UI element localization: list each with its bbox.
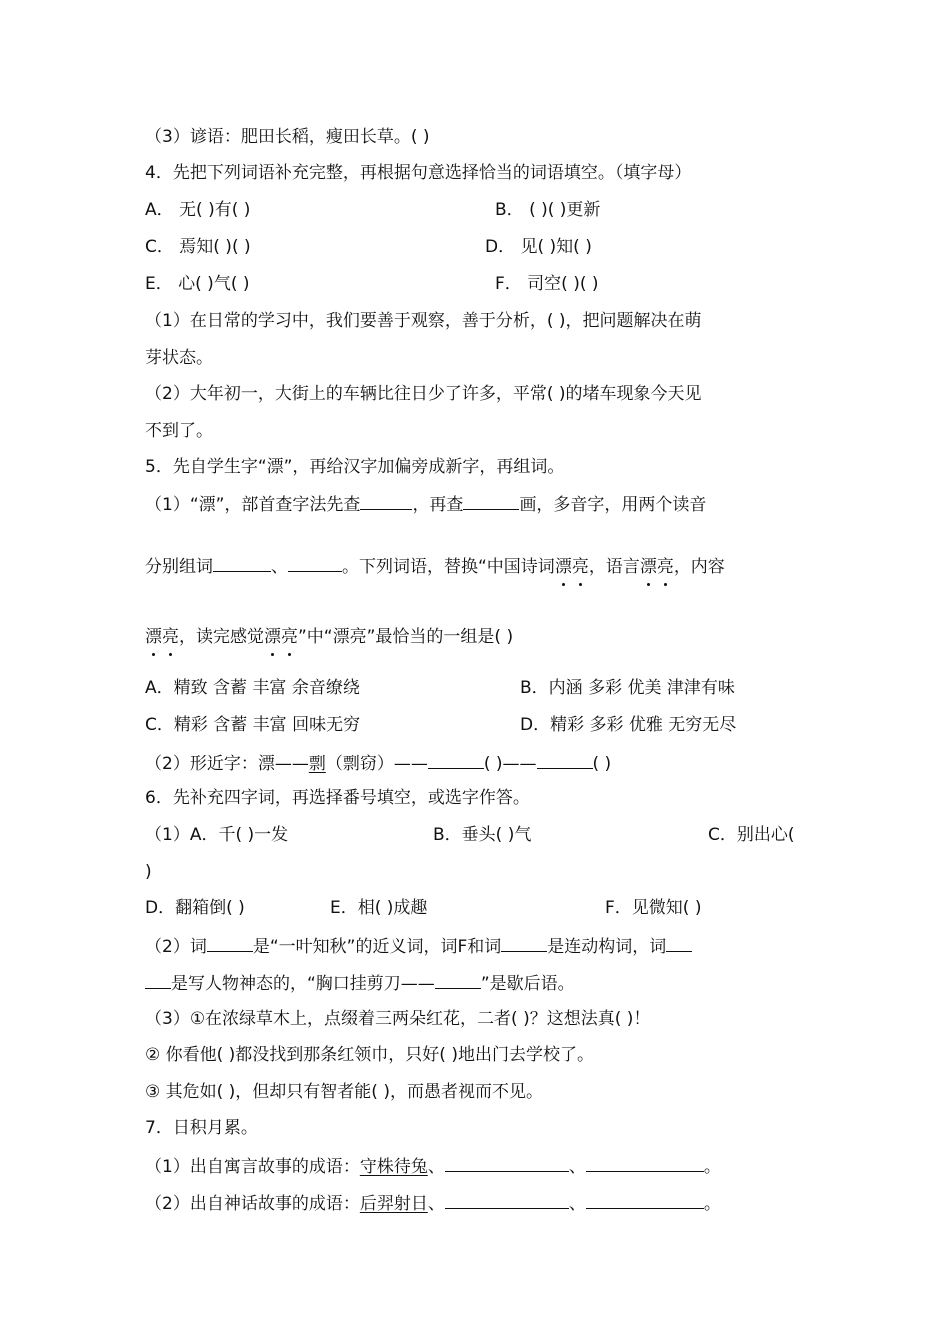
q4-option-a: A． 无( )有( ) (145, 200, 251, 220)
q6-title: 6．先补充四字词，再选择番号填空，或选字作答。 (145, 788, 530, 808)
q6-text: ”是歇后语。 (480, 974, 575, 994)
answer-blank[interactable] (501, 933, 547, 952)
q4-option-f: F． 司空( )( ) (495, 274, 599, 294)
q5-line-3 (145, 625, 513, 649)
q6-part1-d: D．翻箱倒( ) (145, 898, 245, 918)
q5-line-1 (145, 491, 706, 517)
q6-part3-line2: ② 你看他( )都没找到那条红领巾，只好( )地出门去学校了。 (145, 1045, 594, 1065)
q5-text: ( ) (592, 754, 612, 774)
answer-blank[interactable] (445, 1190, 569, 1209)
answer-blank[interactable] (428, 750, 484, 769)
q6-text: 是写人物神态的，“胸口挂剪刀—— (171, 974, 435, 994)
dotted-char: 漂 (145, 627, 162, 647)
q5-title: 5．先自学生字“漂”，再给汉字加偏旁成新字，再组词。 (145, 457, 565, 477)
q5-text: ，内容 (673, 557, 725, 577)
q5-text: 、 (271, 557, 288, 577)
q5-text: ，语言 (588, 557, 640, 577)
q5-option-d: D．精彩 多彩 优雅 无穷无尽 (520, 715, 737, 735)
q4-sentence-2: （2）大年初一，大街上的车辆比往日少了许多，平常( )的堵车现象今天见 (145, 384, 702, 404)
q5-similar-chars (145, 750, 611, 776)
q7-line-2 (145, 1190, 721, 1216)
q5-text: ( )—— (483, 754, 537, 774)
q6-part1-e: E．相( )成趣 (330, 898, 428, 918)
answer-blank[interactable] (537, 750, 593, 769)
q6-part1-c: C．别出心( (708, 825, 795, 845)
q6-part2-line2 (145, 970, 575, 996)
q5-text: 分别组词 (145, 557, 213, 577)
example-idiom: 后羿射日 (359, 1194, 428, 1214)
answer-blank[interactable] (360, 491, 412, 510)
q7-text: 。 (703, 1194, 721, 1214)
q6-part1-c-close: ) (145, 862, 152, 882)
q4-option-b: B． ( )( )更新 (495, 200, 601, 220)
answer-blank[interactable] (586, 1153, 704, 1172)
q6-text: （2）词 (145, 937, 207, 957)
answer-blank[interactable] (213, 553, 271, 572)
answer-blank[interactable] (586, 1190, 704, 1209)
q4-sentence-1-cont: 芽状态。 (145, 348, 213, 368)
dotted-char: 亮 (656, 557, 674, 577)
q4-option-e: E． 心( )气( ) (145, 274, 250, 294)
q5-text: （剽窃）—— (325, 754, 428, 774)
dotted-char: 漂 (554, 557, 572, 577)
q7-title: 7．日积月累。 (145, 1118, 258, 1138)
q5-text: 画，多音字，用两个读音 (519, 495, 707, 515)
q5-option-b: B．内涵 多彩 优美 津津有味 (520, 678, 735, 698)
q6-text: 是连动构词，词 (547, 937, 667, 957)
q6-part1-b: B．垂头( )气 (433, 825, 532, 845)
q7-text: （1）出自寓言故事的成语： (145, 1157, 360, 1177)
dotted-char: 漂 (639, 557, 657, 577)
dotted-char: 亮 (162, 627, 179, 647)
q6-part3-line3: ③ 其危如( )，但却只有智者能( )，而愚者视而不见。 (145, 1082, 543, 1102)
q7-text: 、 (568, 1157, 586, 1177)
answer-blank[interactable] (145, 970, 171, 989)
q5-text: 。下列词语，替换“中国诗词 (342, 557, 555, 577)
q4-sentence-2-cont: 不到了。 (145, 421, 213, 441)
example-idiom: 守株待兔 (359, 1157, 428, 1177)
q4-sentence-1: （1）在日常的学习中，我们要善于观察，善于分析，( )，把问题解决在萌 (145, 311, 702, 331)
q5-text: （1）“漂”，部首查字法先查 (145, 495, 361, 515)
dotted-char: 亮 (281, 627, 298, 647)
q7-text: 、 (427, 1194, 445, 1214)
answer-blank[interactable] (435, 970, 481, 989)
q4-title: 4．先把下列词语补充完整，再根据句意选择恰当的词语填空。（填字母） (145, 163, 692, 183)
answer-blank[interactable] (445, 1153, 569, 1172)
q4-option-d: D． 见( )知( ) (485, 237, 592, 257)
q6-text: 是“一叶知秋”的近义词，词F和词 (252, 937, 502, 957)
dotted-char: 漂 (264, 627, 281, 647)
q6-part3-line1: （3）①在浓绿草木上，点缀着三两朵红花，二者( )？这想法真( )！ (145, 1009, 651, 1029)
q7-text: 、 (427, 1157, 445, 1177)
underlined-char: 剽 (308, 754, 326, 774)
answer-blank[interactable] (666, 933, 692, 952)
q5-option-a: A．精致 含蓄 丰富 余音缭绕 (145, 678, 360, 698)
answer-blank[interactable] (288, 553, 342, 572)
q3-proverb: （3）谚语：肥田长稻，瘦田长草。( ) (145, 127, 430, 147)
q5-option-c: C．精彩 含蓄 丰富 回味无穷 (145, 715, 361, 735)
q5-text: （2）形近字：漂—— (145, 754, 309, 774)
answer-blank[interactable] (207, 933, 253, 952)
q5-text: ，再查 (412, 495, 464, 515)
q7-text: 、 (568, 1194, 586, 1214)
q5-text: ”中“漂亮”最恰当的一组是( ) (298, 627, 514, 647)
answer-blank[interactable] (463, 491, 519, 510)
q7-text: （2）出自神话故事的成语： (145, 1194, 360, 1214)
q7-line-1 (145, 1153, 721, 1179)
q6-part1-f: F．见微知( ) (605, 898, 702, 918)
q5-text: ，读完感觉 (179, 627, 264, 647)
q4-option-c: C． 焉知( )( ) (145, 237, 251, 257)
q5-line-2 (145, 553, 725, 579)
q6-part1-a: （1）A．千( )一发 (145, 825, 289, 845)
q6-part2-line1 (145, 933, 692, 959)
q7-text: 。 (703, 1157, 721, 1177)
dotted-char: 亮 (571, 557, 589, 577)
